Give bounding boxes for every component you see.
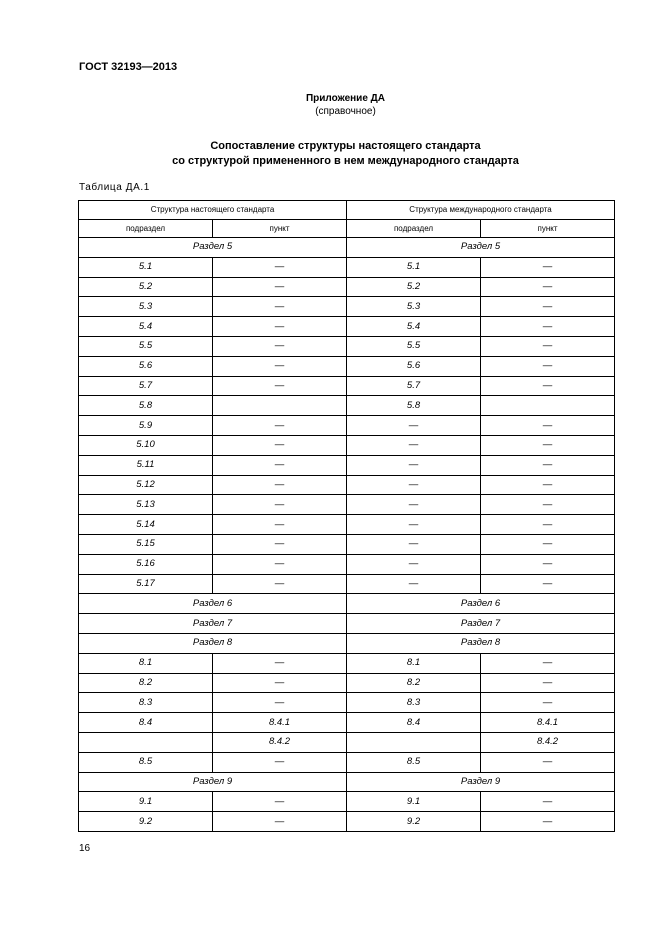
- table-row: [79, 812, 615, 832]
- table-cell: —: [347, 435, 481, 455]
- structure-comparison-table: [78, 200, 615, 832]
- table-cell: —: [347, 475, 481, 495]
- table-cell: 5.9: [79, 416, 213, 436]
- table-cell: [481, 396, 615, 416]
- table-row: [79, 673, 615, 693]
- table-cell: —: [347, 455, 481, 475]
- table-cell: 5.5: [79, 336, 213, 356]
- section-cell-international: Раздел 8: [347, 633, 615, 653]
- table-row: [79, 732, 615, 752]
- table-cell: 5.7: [79, 376, 213, 396]
- table-cell: —: [213, 653, 347, 673]
- table-cell: 5.3: [79, 297, 213, 317]
- table-cell: 5.7: [347, 376, 481, 396]
- table-cell: 5.2: [79, 277, 213, 297]
- section-cell-international: Раздел 6: [347, 594, 615, 614]
- section-cell-national: Раздел 8: [79, 633, 347, 653]
- table-cell: 5.8: [79, 396, 213, 416]
- table-cell: —: [481, 653, 615, 673]
- table-cell: —: [481, 495, 615, 515]
- table-cell: 8.3: [79, 693, 213, 713]
- table-row: [79, 336, 615, 356]
- table-cell: —: [213, 475, 347, 495]
- table-cell: —: [347, 554, 481, 574]
- document-code: ГОСТ 32193—2013: [79, 61, 178, 73]
- table-cell: 8.4: [79, 713, 213, 733]
- section-row: [79, 633, 615, 653]
- table-cell: 5.1: [79, 257, 213, 277]
- table-cell: —: [481, 693, 615, 713]
- table-row: [79, 435, 615, 455]
- table-row: [79, 416, 615, 436]
- table-cell: —: [213, 435, 347, 455]
- table-row: [79, 356, 615, 376]
- table-cell: 5.11: [79, 455, 213, 475]
- table-heading-line1: Сопоставление структуры настоящего стандарта: [210, 140, 481, 152]
- table-cell: 5.10: [79, 435, 213, 455]
- table-cell: —: [213, 416, 347, 436]
- table-cell: —: [213, 376, 347, 396]
- section-cell-national: Раздел 5: [79, 238, 347, 258]
- table-row: [79, 475, 615, 495]
- table-cell: [213, 396, 347, 416]
- table-cell: 5.15: [79, 534, 213, 554]
- table-cell: —: [481, 297, 615, 317]
- table-row: [79, 396, 615, 416]
- table-cell: —: [347, 534, 481, 554]
- table-cell: —: [347, 495, 481, 515]
- group-header-row: [79, 201, 615, 220]
- table-row: [79, 257, 615, 277]
- table-cell: —: [481, 277, 615, 297]
- table-cell: 5.2: [347, 277, 481, 297]
- appendix-title: Приложение ДА: [305, 93, 386, 104]
- table-cell: 9.1: [79, 792, 213, 812]
- table-cell: —: [213, 277, 347, 297]
- appendix-heading: [0, 92, 661, 118]
- table-row: [79, 574, 615, 594]
- table-cell: —: [481, 356, 615, 376]
- table-cell: —: [481, 376, 615, 396]
- table-row: [79, 455, 615, 475]
- section-cell-national: Раздел 9: [79, 772, 347, 792]
- table-row: [79, 713, 615, 733]
- table-cell: 8.3: [347, 693, 481, 713]
- table-cell: 5.6: [347, 356, 481, 376]
- section-row: [79, 238, 615, 258]
- table-cell: 5.17: [79, 574, 213, 594]
- table-cell: —: [213, 495, 347, 515]
- table-row: [79, 792, 615, 812]
- table-cell: 8.1: [79, 653, 213, 673]
- table-cell: —: [481, 812, 615, 832]
- column-header: пункт: [481, 220, 615, 238]
- table-cell: 5.4: [347, 317, 481, 337]
- table-row: [79, 653, 615, 673]
- table-cell: —: [213, 257, 347, 277]
- table-cell: —: [213, 356, 347, 376]
- table-row: [79, 534, 615, 554]
- table-cell: —: [213, 574, 347, 594]
- table-cell: —: [481, 752, 615, 772]
- table-cell: —: [481, 416, 615, 436]
- table-cell: 5.3: [347, 297, 481, 317]
- table-cell: —: [213, 336, 347, 356]
- table-cell: 8.4.2: [213, 732, 347, 752]
- table-cell: 8.2: [79, 673, 213, 693]
- section-cell-international: Раздел 9: [347, 772, 615, 792]
- table-row: [79, 277, 615, 297]
- table-cell: —: [213, 792, 347, 812]
- column-header: пункт: [213, 220, 347, 238]
- table-heading: [0, 139, 661, 169]
- section-row: [79, 772, 615, 792]
- table-cell: 5.4: [79, 317, 213, 337]
- table-cell: —: [213, 752, 347, 772]
- table-row: [79, 693, 615, 713]
- table-cell: —: [213, 693, 347, 713]
- table-cell: —: [213, 515, 347, 535]
- table-cell: 5.5: [347, 336, 481, 356]
- appendix-subtitle: (справочное): [315, 106, 376, 117]
- table-cell: 5.16: [79, 554, 213, 574]
- table-cell: —: [481, 554, 615, 574]
- table-row: [79, 317, 615, 337]
- table-row: [79, 515, 615, 535]
- table-cell: 9.2: [79, 812, 213, 832]
- section-cell-international: Раздел 5: [347, 238, 615, 258]
- table-cell: 5.14: [79, 515, 213, 535]
- table-row: [79, 376, 615, 396]
- table-cell: 8.1: [347, 653, 481, 673]
- group-header-national: Структура настоящего стандарта: [79, 201, 347, 220]
- table-heading-line2: со структурой примененного в нем международного стандарта: [172, 155, 519, 167]
- table-row: [79, 554, 615, 574]
- table-label: Таблица ДА.1: [79, 182, 150, 193]
- table-cell: —: [213, 534, 347, 554]
- table-cell: —: [213, 455, 347, 475]
- table-cell: —: [347, 574, 481, 594]
- column-header: подраздел: [347, 220, 481, 238]
- column-header-row: [79, 220, 615, 238]
- table-cell: —: [481, 792, 615, 812]
- table-cell: 5.8: [347, 396, 481, 416]
- table-cell: 8.4.1: [213, 713, 347, 733]
- table-cell: —: [481, 673, 615, 693]
- table-cell: —: [213, 317, 347, 337]
- table-cell: —: [213, 297, 347, 317]
- table-cell: 5.13: [79, 495, 213, 515]
- table-cell: —: [481, 336, 615, 356]
- table-cell: 5.6: [79, 356, 213, 376]
- table-cell: —: [213, 554, 347, 574]
- table-cell: 9.1: [347, 792, 481, 812]
- table-row: [79, 752, 615, 772]
- table-cell: —: [481, 455, 615, 475]
- table-cell: [79, 732, 213, 752]
- section-cell-national: Раздел 7: [79, 614, 347, 634]
- table-cell: [347, 732, 481, 752]
- table-cell: —: [481, 475, 615, 495]
- table-cell: —: [481, 435, 615, 455]
- table-row: [79, 297, 615, 317]
- table-row: [79, 495, 615, 515]
- table-cell: —: [481, 257, 615, 277]
- table-cell: —: [213, 812, 347, 832]
- table-cell: —: [481, 515, 615, 535]
- group-header-international: Структура международного стандарта: [347, 201, 615, 220]
- table-cell: 9.2: [347, 812, 481, 832]
- section-row: [79, 594, 615, 614]
- table-cell: —: [347, 416, 481, 436]
- table-cell: 8.4.2: [481, 732, 615, 752]
- table-cell: 8.4.1: [481, 713, 615, 733]
- table-cell: —: [481, 574, 615, 594]
- section-row: [79, 614, 615, 634]
- section-cell-international: Раздел 7: [347, 614, 615, 634]
- table-cell: 5.12: [79, 475, 213, 495]
- table-cell: 8.5: [79, 752, 213, 772]
- table-cell: —: [347, 515, 481, 535]
- table-cell: 8.5: [347, 752, 481, 772]
- table-cell: —: [213, 673, 347, 693]
- section-cell-national: Раздел 6: [79, 594, 347, 614]
- table-cell: 5.1: [347, 257, 481, 277]
- table-cell: 8.4: [347, 713, 481, 733]
- page-number: 16: [79, 843, 91, 854]
- column-header: подраздел: [79, 220, 213, 238]
- table-cell: —: [481, 317, 615, 337]
- table-cell: 8.2: [347, 673, 481, 693]
- table-cell: —: [481, 534, 615, 554]
